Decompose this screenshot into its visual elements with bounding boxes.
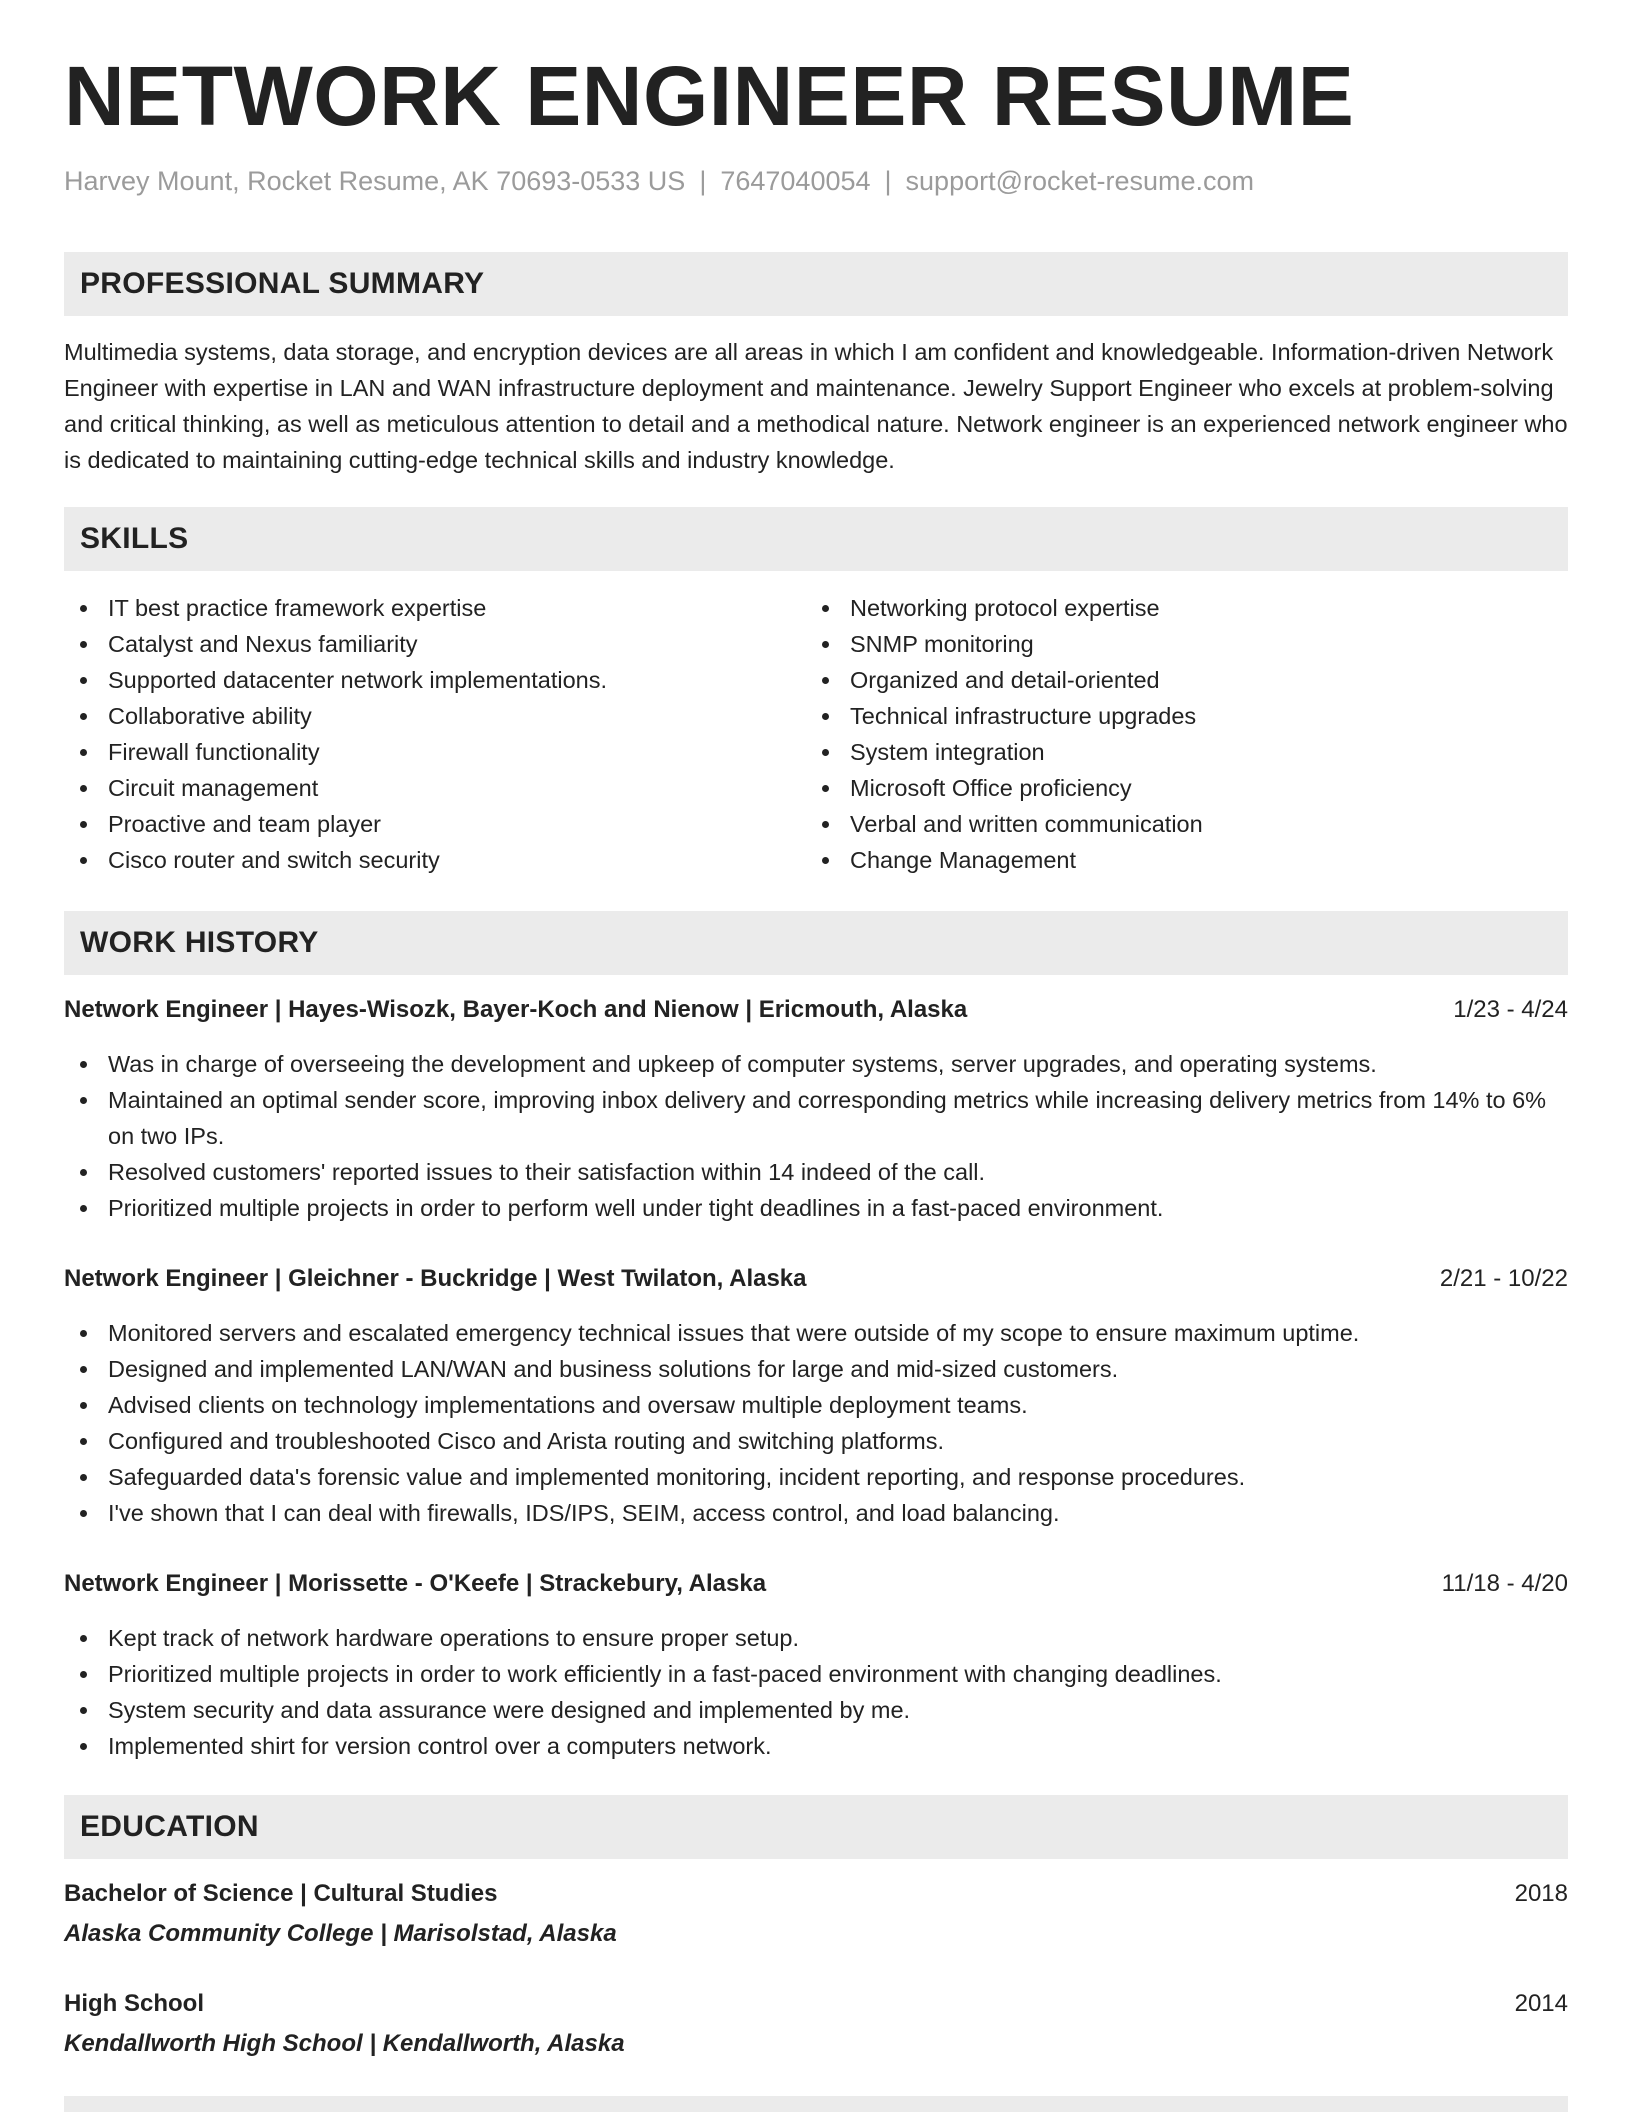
job-title: Network Engineer | Morissette - O'Keefe | Strackebury, Alaska xyxy=(64,1570,767,1597)
job-dates: 1/23 - 4/24 xyxy=(1453,996,1568,1023)
education-school: Kendallworth High School | Kendallworth, Alaska xyxy=(64,2030,625,2057)
job-header xyxy=(64,1566,1568,1602)
education-header xyxy=(64,1876,1568,1912)
skill-item: Circuit management xyxy=(64,770,804,806)
job-bullet: System security and data assurance were designed and implemented by me. xyxy=(64,1692,1568,1728)
education-header xyxy=(64,1986,1568,2022)
section-heading-work: WORK HISTORY xyxy=(64,911,1568,975)
contact-email[interactable]: support@rocket-resume.com xyxy=(905,166,1255,196)
contact-line xyxy=(64,166,1254,197)
skill-item: Change Management xyxy=(806,842,1546,878)
skill-item: Collaborative ability xyxy=(64,698,804,734)
education-year: 2018 xyxy=(1514,1880,1568,1907)
job-bullet: Designed and implemented LAN/WAN and business solutions for large and mid-sized customers. xyxy=(64,1351,1568,1387)
job-bullets xyxy=(64,1315,1568,1531)
skill-item: Technical infrastructure upgrades xyxy=(806,698,1546,734)
job-bullet: Monitored servers and escalated emergency technical issues that were outside of my scope to ensure maximum uptime. xyxy=(64,1315,1568,1351)
job-dates: 11/18 - 4/20 xyxy=(1441,1570,1568,1597)
education-degree: Bachelor of Science | Cultural Studies xyxy=(64,1880,498,1907)
contact-address: Harvey Mount, Rocket Resume, AK 70693-0533 US xyxy=(64,166,686,196)
job-bullet: Safeguarded data's forensic value and implemented monitoring, incident reporting, and response procedures. xyxy=(64,1459,1568,1495)
job-title: Network Engineer | Hayes-Wisozk, Bayer-Koch and Nienow | Ericmouth, Alaska xyxy=(64,996,968,1023)
job-bullet: Resolved customers' reported issues to their satisfaction within 14 indeed of the call. xyxy=(64,1154,1568,1190)
job-bullets xyxy=(64,1620,1568,1764)
summary-text: Multimedia systems, data storage, and encryption devices are all areas in which I am confident and knowledgeable. Information-driven Network Engineer with expertise in LAN and WAN infrastructure deployment and maintenance. Jewelry Support Engineer who excels at problem-solving and critical thinking, as well as meticulous attention to detail and a methodical nature. Network engineer is an experienced network engineer who is dedicated to maintaining cutting-edge technical skills and industry knowledge. xyxy=(64,339,1568,473)
skill-item: SNMP monitoring xyxy=(806,626,1546,662)
skill-item: Catalyst and Nexus familiarity xyxy=(64,626,804,662)
education-degree: High School xyxy=(64,1990,204,2017)
section-heading-education: EDUCATION xyxy=(64,1795,1568,1859)
skill-item: Supported datacenter network implementations. xyxy=(64,662,804,698)
job-bullet: Prioritized multiple projects in order to perform well under tight deadlines in a fast-paced environment. xyxy=(64,1190,1568,1226)
education-school: Alaska Community College | Marisolstad, Alaska xyxy=(64,1920,617,1947)
skill-item: Proactive and team player xyxy=(64,806,804,842)
job-bullet: Maintained an optimal sender score, improving inbox delivery and corresponding metrics while increasing delivery metrics from 14% to 6% on two IPs. xyxy=(64,1082,1568,1154)
job-bullet: I've shown that I can deal with firewalls, IDS/IPS, SEIM, access control, and load balancing. xyxy=(64,1495,1568,1531)
job-header xyxy=(64,992,1568,1028)
skill-item: Cisco router and switch security xyxy=(64,842,804,878)
skill-item: System integration xyxy=(806,734,1546,770)
job-bullets xyxy=(64,1046,1568,1226)
job-bullet: Was in charge of overseeing the development and upkeep of computer systems, server upgrades, and operating systems. xyxy=(64,1046,1568,1082)
job-dates: 2/21 - 10/22 xyxy=(1439,1265,1568,1292)
skill-item: Organized and detail-oriented xyxy=(806,662,1546,698)
skills-list-right xyxy=(806,590,1546,878)
job-bullet: Advised clients on technology implementations and oversaw multiple deployment teams. xyxy=(64,1387,1568,1423)
contact-separator: | xyxy=(884,166,892,196)
job-bullet: Configured and troubleshooted Cisco and Arista routing and switching platforms. xyxy=(64,1423,1568,1459)
skill-item: Firewall functionality xyxy=(64,734,804,770)
skill-item: Verbal and written communication xyxy=(806,806,1546,842)
section-band-partial xyxy=(64,2096,1568,2112)
education-year: 2014 xyxy=(1514,1990,1568,2017)
skills-list-left xyxy=(64,590,804,878)
job-bullet: Prioritized multiple projects in order to work efficiently in a fast-paced environment with changing deadlines. xyxy=(64,1656,1568,1692)
job-bullet: Implemented shirt for version control over a computers network. xyxy=(64,1728,1568,1764)
contact-separator: | xyxy=(699,166,707,196)
job-header xyxy=(64,1261,1568,1297)
contact-phone: 7647040054 xyxy=(720,166,871,196)
skill-item: Networking protocol expertise xyxy=(806,590,1546,626)
job-title: Network Engineer | Gleichner - Buckridge | West Twilaton, Alaska xyxy=(64,1265,807,1292)
resume-title: NETWORK ENGINEER RESUME xyxy=(64,49,1355,143)
section-heading-summary: PROFESSIONAL SUMMARY xyxy=(64,252,1568,316)
section-heading-skills: SKILLS xyxy=(64,507,1568,571)
skill-item: Microsoft Office proficiency xyxy=(806,770,1546,806)
job-bullet: Kept track of network hardware operations to ensure proper setup. xyxy=(64,1620,1568,1656)
skill-item: IT best practice framework expertise xyxy=(64,590,804,626)
